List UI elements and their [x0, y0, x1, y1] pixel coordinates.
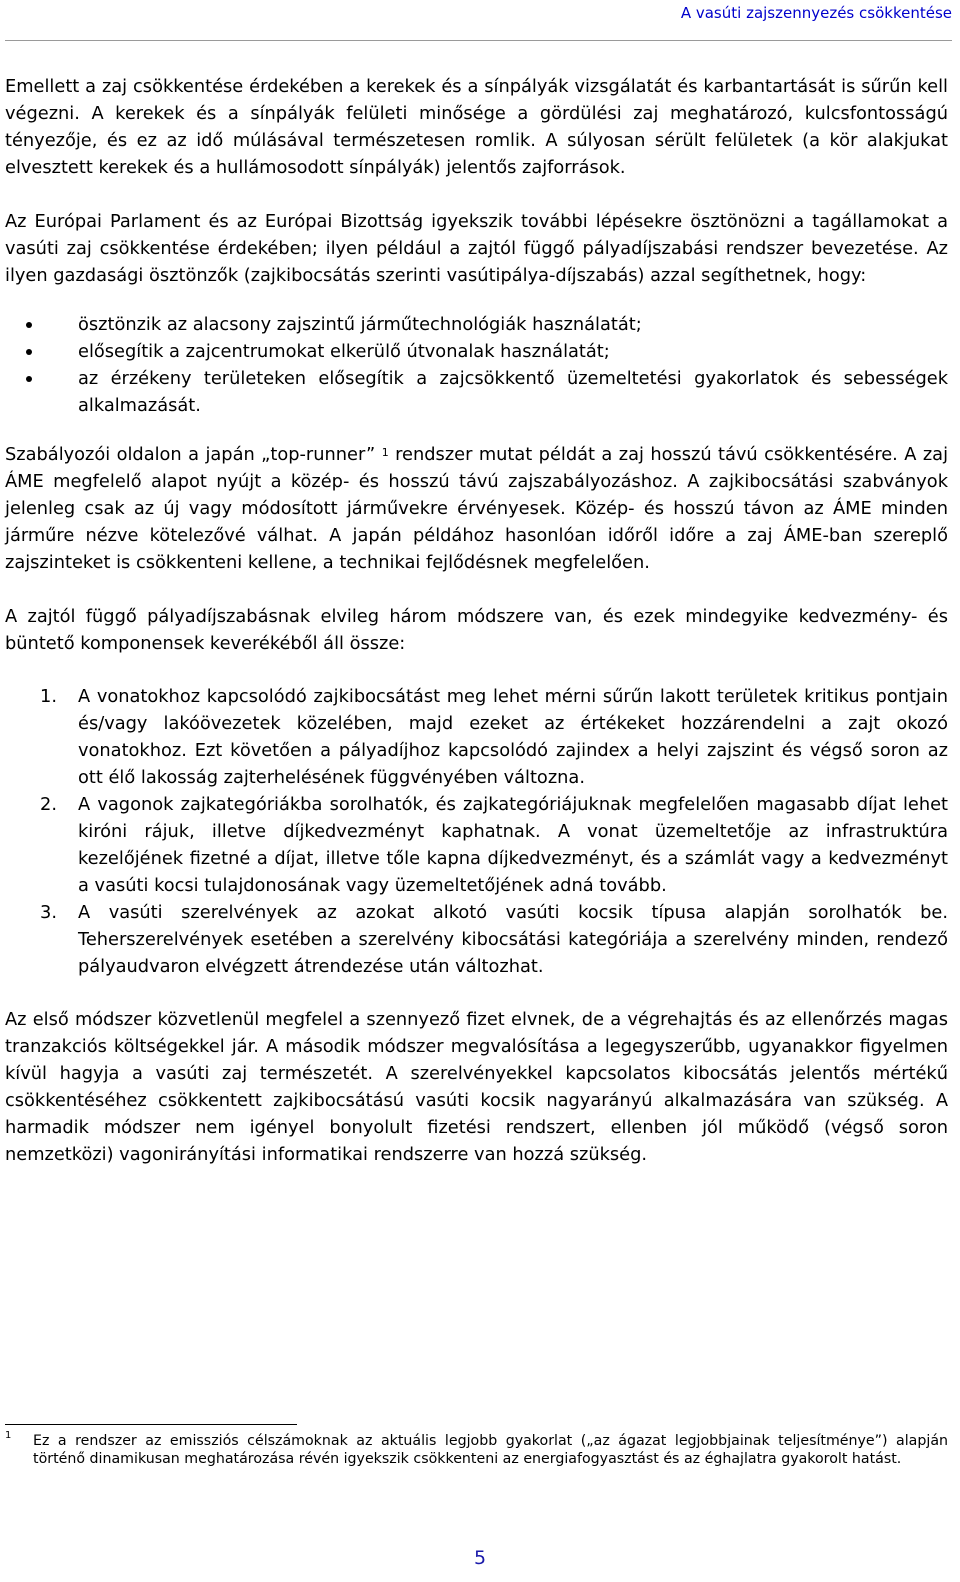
- footnote-text: Ez a rendszer az emissziós célszámoknak az aktuális legjobb gyakorlat („az ágazat legjobbjainak teljesítménye”) alapján történő dinamikusan meghatározása révén igyekszik csökkenteni az energiafogyasztást és az éghajlatra gyakorolt hatást.: [33, 1433, 948, 1467]
- running-header: A vasúti zajszennyezés csökkentése: [680, 4, 952, 22]
- list-item-text: elősegítik a zajcentrumokat elkerülő útvonalak használatát;: [78, 341, 610, 362]
- list-item: [5, 899, 948, 980]
- methods-list: [5, 683, 948, 980]
- list-number: 1.: [40, 686, 57, 707]
- paragraph-methods-comparison: Az első módszer közvetlenül megfelel a szennyező fizet elvnek, de a végrehajtás és az ellenőrzés magas tranzakciós költségekkel jár. A második módszer megvalósítása a legegyszerűbb, ugyanakkor figyelmen kívül hagyja a vasúti zaj természetét. A szerelvényekkel kapcsolatos kibocsátás jelentős mértékű csökkentéséhez csökkentett zajkibocsátású vasúti kocsik nagyarányú alkalmazására van szükség. A harmadik módszer nem igényel bonyolult fizetési rendszert, ellenben jól működő (végső soron nemzetközi) vagonirányítási informatikai rendszerre van hozzá szükség.: [5, 1009, 948, 1165]
- page-number: 5: [473, 1547, 487, 1569]
- list-item-text: A vasúti szerelvények az azokat alkotó vasúti kocsik típusa alapján sorolhatók be. Teherszerelvények esetében a szerelvény kibocsátási kategóriája a szerelvény minden, rendező pályaudvaron elvégzett átrendezése után változhat.: [78, 902, 948, 977]
- paragraph-text: rendszer mutat példát a zaj hosszú távú csökkentésére. A zaj ÁME megfelelő alapot nyújt a közép- és hosszú távú zajszabályozáshoz. A zajkibocsátási szabványok jelenleg csak az új vagy módosított járművekre érvényesek. Közép- és hosszú távon az ÁME minden járműre nézve kötelezővé válhat. A japán példához hasonlóan időről időre a zaj ÁME-ban szereplő zajszinteket is csökkenteni kellene, a technikai fejlődésnek megfelelően.: [5, 444, 949, 573]
- list-item: [5, 683, 948, 791]
- bullet-icon: [26, 322, 32, 328]
- incentives-list: [5, 311, 948, 419]
- list-item-text: ösztönzik az alacsony zajszintű járműtechnológiák használatát;: [78, 314, 642, 335]
- list-number: 2.: [40, 794, 57, 815]
- footnote-divider: [5, 1424, 297, 1425]
- footnote-reference[interactable]: 1: [381, 446, 389, 459]
- list-item: [5, 338, 948, 365]
- list-item-text: az érzékeny területeken elősegítik a zajcsökkentő üzemeltetési gyakorlatok és sebességek alkalmazását.: [78, 368, 948, 416]
- list-item: [5, 311, 948, 338]
- list-item-text: A vagonok zajkategóriákba sorolhatók, és zajkategóriájuknak megfelelően magasabb díjat lehet kiróni rájuk, illetve díjkedvezményt kaphatnak. A vonat üzemeltetője az infrastruktúra kezelőjének fizetné a díjat, illetve tőle kapna díjkedvezményt, és a számlát vagy a kedvezményt a vasúti kocsi tulajdonosának vagy üzemeltetőjének adná tovább.: [78, 794, 948, 896]
- footnote: [5, 1432, 948, 1468]
- header-divider: [5, 40, 952, 41]
- document-body: [5, 73, 948, 1168]
- paragraph-eu-incentives: Az Európai Parlament és az Európai Bizottság igyekszik további lépésekre ösztönözni a tagállamokat a vasúti zaj csökkentése érdekében; ilyen például a zajtól függő pályadíjszabási rendszer bevezetése. Az ilyen gazdasági ösztönzők (zajkibocsátás szerinti vasútipálya-díjszabás) azzal segíthetnek, hogy:: [5, 211, 948, 286]
- paragraph-methods-intro: A zajtól függő pályadíjszabásnak elvileg három módszere van, és ezek mindegyike kedvezmény- és büntető komponensek keverékéből áll össze:: [5, 606, 948, 654]
- list-item-text: A vonatokhoz kapcsolódó zajkibocsátást meg lehet mérni sűrűn lakott területek kritikus pontjain és/vagy lakóövezetek közelében, majd ezeket az értékeket hozzárendelni a zajt okozó vonatokhoz. Ezt követően a pályadíjhoz kapcsolódó zajindex a helyi zajszint és végső soron az ott élő lakosság zajterhelésének függvényében változna.: [78, 686, 948, 788]
- paragraph-maintenance: Emellett a zaj csökkentése érdekében a kerekek és a sínpályák vizsgálatát és karbantartását is sűrűn kell végezni. A kerekek és a sínpályák felületi minősége a gördülési zaj meghatározó, kulcsfontosságú tényezője, és ez az idő múlásával természetesen romlik. A súlyosan sérült felületek (a kör alakjukat elvesztett kerekek és a hullámosodott sínpályák) jelentős zajforrások.: [5, 76, 948, 178]
- list-item: [5, 791, 948, 899]
- footnote-number: 1: [5, 1430, 12, 1441]
- bullet-icon: [26, 349, 32, 355]
- bullet-icon: [26, 376, 32, 382]
- paragraph-text: Szabályozói oldalon a japán „top-runner”: [5, 444, 376, 465]
- paragraph-regulation: [5, 441, 948, 576]
- list-number: 3.: [40, 902, 57, 923]
- list-item: [5, 365, 948, 419]
